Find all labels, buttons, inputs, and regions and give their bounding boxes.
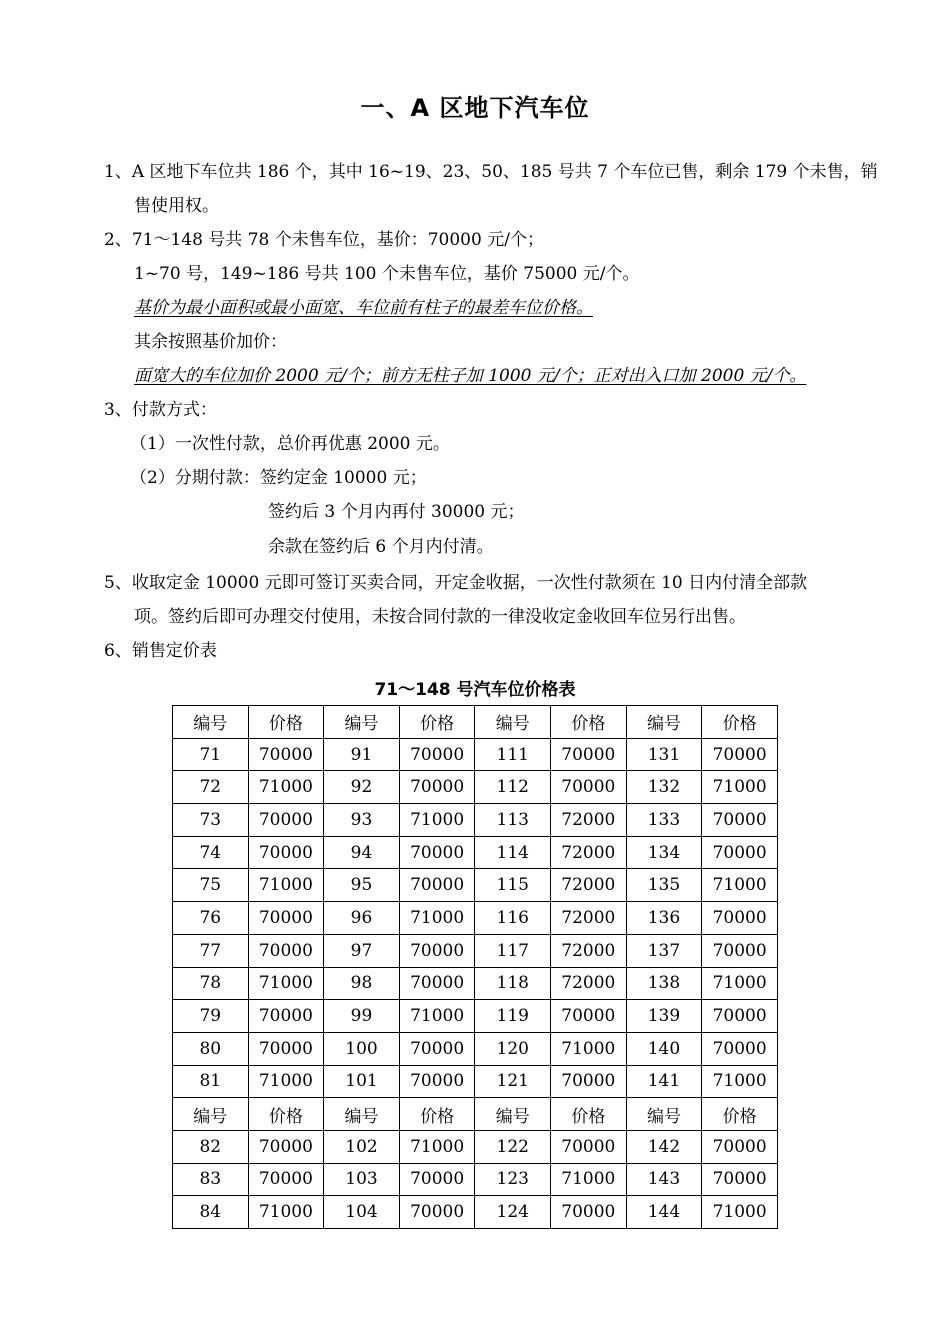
price-cell: 70000 [248, 1032, 324, 1065]
space-number-cell: 137 [626, 934, 702, 967]
price-cell: 70000 [248, 804, 324, 837]
space-number-cell: 132 [626, 771, 702, 804]
price-cell: 70000 [702, 738, 778, 771]
space-number-cell: 103 [324, 1163, 400, 1196]
price-cell: 71000 [702, 869, 778, 902]
space-number-cell: 139 [626, 1000, 702, 1033]
text-line: 3、付款方式： [104, 400, 217, 420]
table-row [173, 771, 778, 804]
table-header-cell: 编号 [173, 706, 249, 739]
table-header-cell: 价格 [399, 706, 475, 739]
text-line: （1）一次性付款，总价再优惠 2000 元。 [130, 434, 450, 454]
price-cell: 70000 [551, 738, 627, 771]
space-number-cell: 111 [475, 738, 551, 771]
price-cell: 70000 [248, 738, 324, 771]
price-cell: 71000 [702, 967, 778, 1000]
price-cell: 70000 [248, 902, 324, 935]
price-cell: 71000 [248, 967, 324, 1000]
price-cell: 70000 [551, 771, 627, 804]
space-number-cell: 136 [626, 902, 702, 935]
price-cell: 70000 [551, 1000, 627, 1033]
space-number-cell: 101 [324, 1065, 400, 1098]
space-number-cell: 97 [324, 934, 400, 967]
price-cell: 71000 [248, 1065, 324, 1098]
price-cell: 70000 [248, 1000, 324, 1033]
table-header-cell: 编号 [173, 1098, 249, 1131]
price-table [172, 705, 778, 1229]
price-cell: 71000 [551, 1032, 627, 1065]
space-number-cell: 133 [626, 804, 702, 837]
table-header-cell: 编号 [626, 706, 702, 739]
price-cell: 70000 [399, 836, 475, 869]
space-number-cell: 117 [475, 934, 551, 967]
price-cell: 72000 [551, 967, 627, 1000]
text-line: 售使用权。 [134, 196, 219, 216]
text-line: 1、A 区地下车位共 186 个，其中 16~19、23、50、185 号共 7 个车位已售，剩余 179 个未售，销 [104, 162, 878, 182]
price-cell: 70000 [399, 1032, 475, 1065]
space-number-cell: 98 [324, 967, 400, 1000]
space-number-cell: 116 [475, 902, 551, 935]
price-cell: 72000 [551, 902, 627, 935]
space-number-cell: 94 [324, 836, 400, 869]
space-number-cell: 76 [173, 902, 249, 935]
space-number-cell: 142 [626, 1130, 702, 1163]
space-number-cell: 99 [324, 1000, 400, 1033]
price-cell: 71000 [702, 771, 778, 804]
price-cell: 70000 [702, 934, 778, 967]
price-cell: 70000 [399, 967, 475, 1000]
price-cell: 70000 [248, 1130, 324, 1163]
price-cell: 70000 [399, 771, 475, 804]
space-number-cell: 83 [173, 1163, 249, 1196]
table-header-row [173, 706, 778, 739]
table-row [173, 967, 778, 1000]
text-line: （2）分期付款：签约定金 10000 元； [130, 468, 427, 488]
table-row [173, 1163, 778, 1196]
space-number-cell: 71 [173, 738, 249, 771]
space-number-cell: 72 [173, 771, 249, 804]
table-row [173, 836, 778, 869]
price-cell: 70000 [399, 1163, 475, 1196]
space-number-cell: 104 [324, 1196, 400, 1229]
space-number-cell: 115 [475, 869, 551, 902]
price-cell: 71000 [399, 1000, 475, 1033]
space-number-cell: 119 [475, 1000, 551, 1033]
text-line: 其余按照基价加价： [134, 332, 287, 352]
table-header-cell: 编号 [324, 706, 400, 739]
table-header-cell: 价格 [248, 706, 324, 739]
price-cell: 70000 [248, 934, 324, 967]
price-cell: 71000 [399, 804, 475, 837]
space-number-cell: 113 [475, 804, 551, 837]
page-title: 一、A 区地下汽车位 [360, 94, 590, 122]
price-cell: 70000 [248, 836, 324, 869]
table-header-cell: 编号 [475, 1098, 551, 1131]
table-row [173, 1000, 778, 1033]
price-cell: 70000 [399, 738, 475, 771]
space-number-cell: 73 [173, 804, 249, 837]
space-number-cell: 123 [475, 1163, 551, 1196]
space-number-cell: 81 [173, 1065, 249, 1098]
table-header-cell: 价格 [399, 1098, 475, 1131]
space-number-cell: 118 [475, 967, 551, 1000]
price-cell: 71000 [248, 1196, 324, 1229]
space-number-cell: 120 [475, 1032, 551, 1065]
space-number-cell: 140 [626, 1032, 702, 1065]
space-number-cell: 84 [173, 1196, 249, 1229]
price-cell: 70000 [702, 1032, 778, 1065]
text-line: 余款在签约后 6 个月内付清。 [268, 537, 494, 557]
price-cell: 71000 [248, 771, 324, 804]
table-row [173, 1032, 778, 1065]
table-header-cell: 价格 [702, 1098, 778, 1131]
price-cell: 71000 [399, 1130, 475, 1163]
text-line: 签约后 3 个月内再付 30000 元； [268, 502, 525, 522]
table-row [173, 1196, 778, 1229]
space-number-cell: 131 [626, 738, 702, 771]
space-number-cell: 135 [626, 869, 702, 902]
space-number-cell: 121 [475, 1065, 551, 1098]
price-cell: 71000 [399, 902, 475, 935]
space-number-cell: 82 [173, 1130, 249, 1163]
text-line-underlined: 基价为最小面积或最小面宽、车位前有柱子的最差车位价格。 [134, 298, 593, 318]
space-number-cell: 102 [324, 1130, 400, 1163]
text-line: 2、71～148 号共 78 个未售车位，基价：70000 元/个； [104, 230, 544, 250]
price-cell: 70000 [702, 1130, 778, 1163]
price-cell: 72000 [551, 869, 627, 902]
space-number-cell: 78 [173, 967, 249, 1000]
space-number-cell: 92 [324, 771, 400, 804]
price-cell: 70000 [399, 934, 475, 967]
text-line: 1~70 号，149~186 号共 100 个未售车位，基价 75000 元/个。 [134, 264, 640, 284]
price-cell: 70000 [702, 1163, 778, 1196]
text-line: 项。签约后即可办理交付使用，未按合同付款的一律没收定金收回车位另行出售。 [134, 607, 746, 627]
space-number-cell: 114 [475, 836, 551, 869]
space-number-cell: 138 [626, 967, 702, 1000]
space-number-cell: 112 [475, 771, 551, 804]
price-cell: 70000 [702, 902, 778, 935]
table-header-cell: 价格 [551, 706, 627, 739]
price-cell: 70000 [551, 1065, 627, 1098]
price-cell: 70000 [702, 836, 778, 869]
price-cell: 71000 [551, 1163, 627, 1196]
price-cell: 70000 [399, 1196, 475, 1229]
text-line-underlined: 面宽大的车位加价 2000 元/个；前方无柱子加 1000 元/个；正对出入口加 2000 元/个。 [134, 366, 807, 386]
space-number-cell: 141 [626, 1065, 702, 1098]
space-number-cell: 77 [173, 934, 249, 967]
price-cell: 71000 [702, 1196, 778, 1229]
space-number-cell: 93 [324, 804, 400, 837]
price-cell: 72000 [551, 804, 627, 837]
table-header-cell: 编号 [475, 706, 551, 739]
space-number-cell: 91 [324, 738, 400, 771]
table-row [173, 1130, 778, 1163]
price-cell: 72000 [551, 934, 627, 967]
space-number-cell: 95 [324, 869, 400, 902]
price-cell: 71000 [702, 1065, 778, 1098]
table-header-cell: 编号 [626, 1098, 702, 1131]
space-number-cell: 122 [475, 1130, 551, 1163]
table-row [173, 1065, 778, 1098]
table-row [173, 869, 778, 902]
table-header-row [173, 1098, 778, 1131]
price-cell: 70000 [551, 1196, 627, 1229]
price-cell: 70000 [399, 1065, 475, 1098]
price-cell: 71000 [248, 869, 324, 902]
space-number-cell: 96 [324, 902, 400, 935]
price-cell: 70000 [551, 1130, 627, 1163]
table-header-cell: 编号 [324, 1098, 400, 1131]
text-line: 6、销售定价表 [104, 641, 217, 661]
table-header-cell: 价格 [248, 1098, 324, 1131]
space-number-cell: 75 [173, 869, 249, 902]
table-header-cell: 价格 [702, 706, 778, 739]
space-number-cell: 144 [626, 1196, 702, 1229]
space-number-cell: 79 [173, 1000, 249, 1033]
space-number-cell: 74 [173, 836, 249, 869]
table-header-cell: 价格 [551, 1098, 627, 1131]
table-row [173, 738, 778, 771]
space-number-cell: 100 [324, 1032, 400, 1065]
space-number-cell: 143 [626, 1163, 702, 1196]
text-line: 5、收取定金 10000 元即可签订买卖合同，开定金收据，一次性付款须在 10 日内付清全部款 [104, 573, 808, 593]
price-cell: 72000 [551, 836, 627, 869]
table-title: 71～148 号汽车位价格表 [374, 680, 576, 700]
price-cell: 70000 [248, 1163, 324, 1196]
table-row [173, 804, 778, 837]
space-number-cell: 134 [626, 836, 702, 869]
price-cell: 70000 [702, 804, 778, 837]
table-row [173, 902, 778, 935]
price-cell: 70000 [399, 869, 475, 902]
price-cell: 70000 [702, 1000, 778, 1033]
table-row [173, 934, 778, 967]
space-number-cell: 80 [173, 1032, 249, 1065]
space-number-cell: 124 [475, 1196, 551, 1229]
